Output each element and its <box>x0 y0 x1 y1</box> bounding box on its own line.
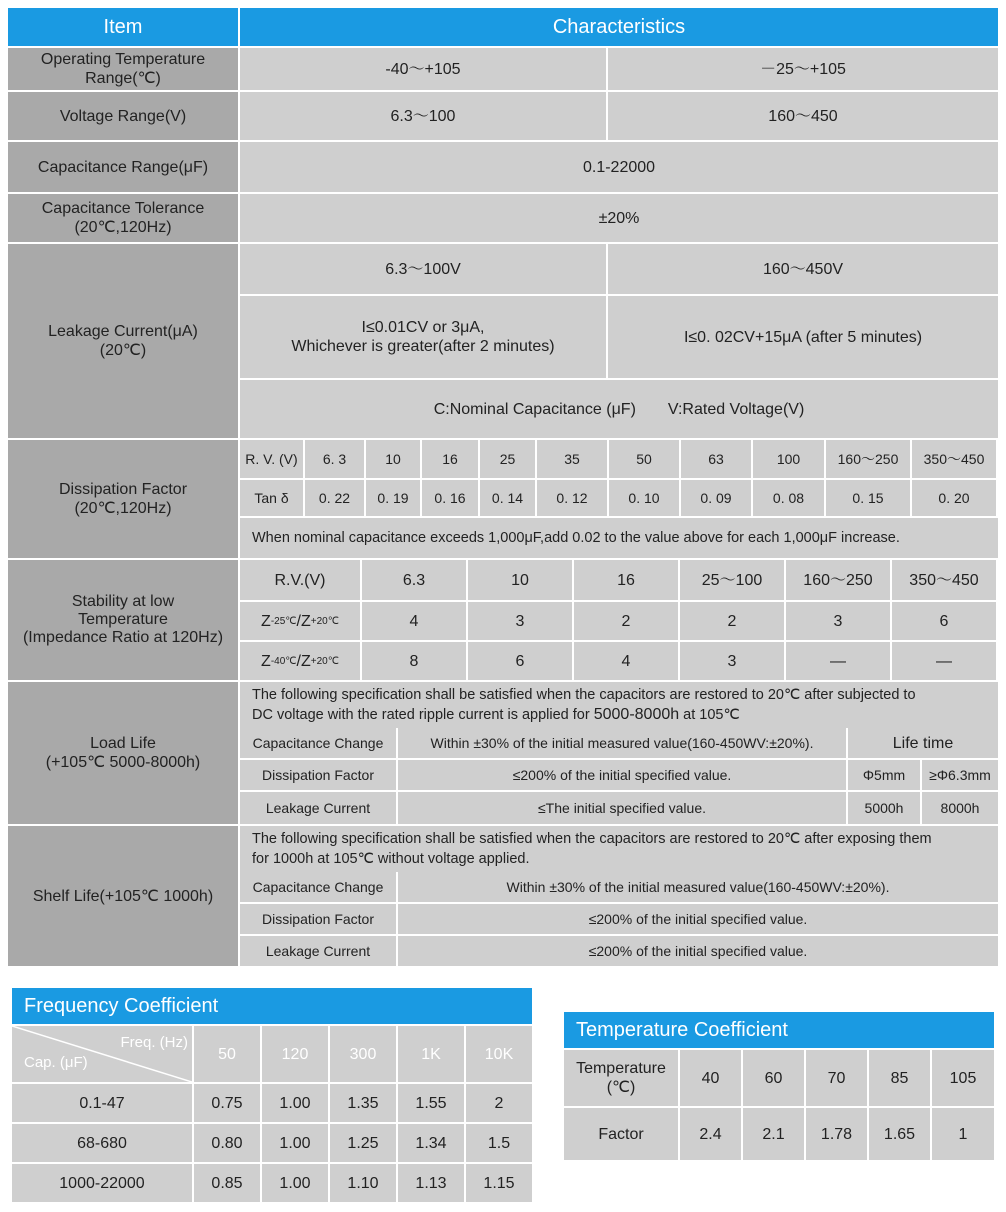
stability-rv-cell <box>468 560 572 600</box>
stability-row1-cell-text: 3 <box>833 612 843 630</box>
df-tan-cell-text: 0. 09 <box>700 489 732 506</box>
df-rv-cell-text: 63 <box>708 450 724 467</box>
temperature-value-cell-text: 70 <box>827 1069 846 1087</box>
frequency-value-cell-text: 2 <box>494 1094 504 1112</box>
stability-rv-cell-text: 6.3 <box>402 571 426 589</box>
df-tan-cell <box>422 480 478 516</box>
frequency-value-cell <box>466 1164 532 1202</box>
stability-low-temp-label: Stability at low Temperature (Impedance Ratio at 120Hz) <box>8 560 238 680</box>
frequency-value-cell <box>466 1124 532 1162</box>
frequency-value-cell-text: 1.10 <box>347 1174 379 1192</box>
frequency-header-cell-text: 120 <box>281 1045 309 1063</box>
df-rv-cell <box>537 440 607 478</box>
df-rv-label <box>240 440 303 478</box>
operating-temperature-label: Operating Temperature Range(℃) <box>8 48 238 90</box>
voltage-range-label: Voltage Range(V) <box>8 92 238 140</box>
stability-row1-cell-text: 2 <box>621 612 631 630</box>
frequency-cap-cell <box>12 1164 192 1202</box>
frequency-value-cell-text: 0.75 <box>211 1094 243 1112</box>
stability-row1-label-part: /Z <box>296 612 311 630</box>
life-time-header: Life time <box>848 728 998 758</box>
frequency-value-cell <box>262 1084 328 1122</box>
frequency-value-cell <box>398 1084 464 1122</box>
df-rv-cell-text: 50 <box>636 450 652 467</box>
frequency-value-cell <box>262 1164 328 1202</box>
frequency-value-cell <box>194 1124 260 1162</box>
stability-rv-cell <box>574 560 678 600</box>
life-time-hours-small: 5000h <box>848 792 920 824</box>
temperature-row-label: Temperature (℃) <box>564 1050 678 1106</box>
stability-row2-label-part: /Z <box>296 652 311 670</box>
df-rv-cell-text: 100 <box>776 450 801 467</box>
df-tan-label <box>240 480 303 516</box>
factor-value-cell <box>932 1108 994 1160</box>
stability-rv-label-text: R.V.(V) <box>274 571 326 589</box>
frequency-value-cell-text: 1.5 <box>487 1134 511 1152</box>
frequency-value-cell-text: 1.34 <box>415 1134 447 1152</box>
frequency-header-cell <box>330 1026 396 1082</box>
factor-value-cell-text: 1 <box>958 1125 968 1143</box>
operating-temperature-range-high-voltage: －25～+105 <box>608 48 998 90</box>
stability-rv-cell <box>680 560 784 600</box>
df-rv-cell <box>480 440 535 478</box>
df-rv-cell <box>609 440 679 478</box>
shelf-life-label: Shelf Life(+105℃ 1000h) <box>8 826 238 966</box>
stability-row2-cell <box>468 642 572 680</box>
frequency-value-cell <box>398 1124 464 1162</box>
capacitance-tolerance-label: Capacitance Tolerance (20℃,120Hz) <box>8 194 238 242</box>
stability-row1-label <box>240 602 360 640</box>
stability-row2-cell-text: — <box>830 652 846 670</box>
stability-row1-label-part: Z <box>261 612 271 630</box>
temperature-value-cell-text: 60 <box>764 1069 783 1087</box>
header-characteristics-label: Characteristics <box>552 15 686 38</box>
leakage-current-formula-high: I≤0. 02CV+15μA (after 5 minutes) <box>608 296 998 378</box>
df-rv-cell-text: 25 <box>499 450 516 467</box>
frequency-value-cell <box>330 1124 396 1162</box>
frequency-value-cell <box>194 1084 260 1122</box>
df-tan-cell-text: 0. 20 <box>938 489 970 506</box>
temperature-value-cell-text: 105 <box>949 1069 977 1087</box>
corner-cap-label: Cap. (μF) <box>24 1054 88 1071</box>
frequency-value-cell-text: 1.00 <box>279 1174 311 1192</box>
stability-row1-label-part: +20℃ <box>310 615 339 627</box>
factor-value-cell <box>680 1108 741 1160</box>
leakage-current-head-high: 160～450V <box>608 244 998 294</box>
df-tan-cell-text: 0. 14 <box>491 489 524 506</box>
df-tan-cell-text: 0. 10 <box>628 489 660 506</box>
stability-row1-cell <box>680 602 784 640</box>
stability-row1-cell-text: 4 <box>409 612 419 630</box>
temperature-value-cell-text: 40 <box>701 1069 720 1087</box>
stability-row2-label <box>240 642 360 680</box>
stability-row1-label-part: -25℃ <box>270 615 297 627</box>
frequency-header-cell-text: 50 <box>218 1045 236 1063</box>
frequency-cap-cell <box>12 1084 192 1122</box>
frequency-header-cell <box>466 1026 532 1082</box>
load-life-row-spec-2: ≤200% of the initial specified value. <box>398 760 846 790</box>
frequency-value-cell-text: 0.80 <box>211 1134 243 1152</box>
df-tan-cell-text: 0. 08 <box>772 489 805 506</box>
df-tan-cell <box>537 480 607 516</box>
frequency-cap-cell-text: 1000-22000 <box>59 1174 145 1192</box>
frequency-header-cell-text: 1K <box>421 1045 441 1063</box>
shelf-life-row-name-3: Leakage Current <box>240 936 396 966</box>
operating-temperature-range-low-voltage: -40～+105 <box>240 48 606 90</box>
stability-row2-cell <box>574 642 678 680</box>
frequency-value-cell <box>466 1084 532 1122</box>
frequency-value-cell-text: 1.35 <box>347 1094 379 1112</box>
stability-row2-cell-text: 8 <box>409 652 419 670</box>
stability-row1-cell <box>892 602 996 640</box>
life-time-hours-large: 8000h <box>922 792 998 824</box>
voltage-range-high: 160～450 <box>608 92 998 140</box>
temperature-value-cell <box>932 1050 994 1106</box>
frequency-value-cell <box>330 1084 396 1122</box>
leakage-current-head-low: 6.3～100V <box>240 244 606 294</box>
df-rv-cell-text: 35 <box>564 450 580 467</box>
df-tan-cell-text: 0. 22 <box>318 489 351 506</box>
stability-row2-cell-text: 3 <box>727 652 737 670</box>
frequency-header-cell <box>398 1026 464 1082</box>
stability-row1-cell <box>468 602 572 640</box>
df-rv-label-text: R. V. (V) <box>245 450 298 467</box>
capacitance-range-value: 0.1-22000 <box>240 142 998 192</box>
stability-row1-cell-text: 6 <box>939 612 949 630</box>
load-life-row-spec-1: Within ±30% of the initial measured value(160-450WV:±20%). <box>398 728 846 758</box>
stability-row2-label-part: Z <box>261 652 271 670</box>
stability-row1-cell-text: 3 <box>515 612 525 630</box>
factor-value-cell-text: 2.1 <box>762 1125 785 1143</box>
frequency-cap-cell-text: 0.1-47 <box>79 1094 125 1112</box>
factor-value-cell <box>869 1108 930 1160</box>
shelf-life-row-spec-3: ≤200% of the initial specified value. <box>398 936 998 966</box>
frequency-header-cell-text: 300 <box>349 1045 377 1063</box>
shelf-life-row-name-2: Dissipation Factor <box>240 904 396 934</box>
stability-rv-cell <box>786 560 890 600</box>
temperature-value-cell <box>680 1050 741 1106</box>
life-time-size-small: Φ5mm <box>848 760 920 790</box>
factor-value-cell <box>743 1108 804 1160</box>
stability-rv-cell-text: 25～100 <box>701 571 763 589</box>
stability-rv-label <box>240 560 360 600</box>
df-tan-cell <box>826 480 910 516</box>
df-tan-cell <box>609 480 679 516</box>
df-rv-cell-text: 6. 3 <box>322 450 347 467</box>
capacitance-range-label: Capacitance Range(μF) <box>8 142 238 192</box>
stability-rv-cell <box>362 560 466 600</box>
factor-value-cell-text: 2.4 <box>699 1125 722 1143</box>
leakage-current-note: C:Nominal Capacitance (μF) V:Rated Voltage(V) <box>240 380 998 438</box>
stability-row2-cell <box>892 642 996 680</box>
df-rv-cell-text: 350～450 <box>923 450 985 467</box>
frequency-header-cell-text: 10K <box>484 1045 514 1063</box>
df-rv-cell <box>366 440 420 478</box>
frequency-value-cell <box>262 1124 328 1162</box>
load-life-row-name-2: Dissipation Factor <box>240 760 396 790</box>
shelf-life-row-spec-1: Within ±30% of the initial measured value(160-450WV:±20%). <box>398 872 998 902</box>
shelf-life-intro: The following specification shall be satisfied when the capacitors are restored to 20℃ after exposing them for 1000h at 105℃ without voltage applied. <box>240 826 998 872</box>
df-rv-cell <box>912 440 996 478</box>
df-tan-cell <box>366 480 420 516</box>
temperature-coefficient-title: Temperature Coefficient <box>564 1012 994 1048</box>
stability-row2-cell <box>680 642 784 680</box>
df-rv-cell-text: 10 <box>385 450 401 467</box>
stability-rv-cell-text: 350～450 <box>909 571 979 589</box>
df-rv-cell-text: 160～250 <box>837 450 899 467</box>
df-tan-cell <box>681 480 751 516</box>
capacitance-tolerance-value: ±20% <box>240 194 998 242</box>
frequency-header-cell <box>262 1026 328 1082</box>
frequency-value-cell-text: 0.85 <box>211 1174 243 1192</box>
stability-row2-cell-text: 6 <box>515 652 525 670</box>
frequency-header-cell <box>194 1026 260 1082</box>
factor-value-cell-text: 1.65 <box>883 1125 916 1143</box>
frequency-value-cell-text: 1.00 <box>279 1094 311 1112</box>
stability-row1-cell <box>786 602 890 640</box>
dissipation-factor-label: Dissipation Factor (20℃,120Hz) <box>8 440 238 558</box>
leakage-current-label: Leakage Current(μA) (20℃) <box>8 244 238 438</box>
df-tan-cell-text: 0. 12 <box>556 489 588 506</box>
df-tan-cell <box>305 480 364 516</box>
leakage-current-formula-low: I≤0.01CV or 3μA, Whichever is greater(after 2 minutes) <box>240 296 606 378</box>
stability-row2-cell <box>786 642 890 680</box>
frequency-cap-cell-text: 68-680 <box>77 1134 127 1152</box>
header-characteristics <box>240 8 998 46</box>
shelf-life-row-spec-2: ≤200% of the initial specified value. <box>398 904 998 934</box>
stability-row2-label-part: +20℃ <box>310 655 339 667</box>
df-tan-cell <box>753 480 824 516</box>
voltage-range-low: 6.3～100 <box>240 92 606 140</box>
frequency-cap-cell <box>12 1124 192 1162</box>
corner-freq-label: Freq. (Hz) <box>120 1034 188 1051</box>
frequency-coefficient-title: Frequency Coefficient <box>12 988 532 1024</box>
temperature-value-cell-text: 85 <box>890 1069 909 1087</box>
df-rv-cell <box>305 440 364 478</box>
stability-rv-cell-text: 160～250 <box>803 571 873 589</box>
df-rv-cell-text: 16 <box>442 450 458 467</box>
dissipation-factor-note: When nominal capacitance exceeds 1,000μF,add 0.02 to the value above for each 1,000μF increase. <box>240 518 998 558</box>
frequency-value-cell <box>194 1164 260 1202</box>
frequency-value-cell <box>398 1164 464 1202</box>
temperature-value-cell <box>743 1050 804 1106</box>
stability-row1-cell <box>362 602 466 640</box>
stability-rv-cell-text: 10 <box>511 571 529 589</box>
df-tan-cell-text: 0. 15 <box>852 489 884 506</box>
frequency-value-cell-text: 1.15 <box>483 1174 515 1192</box>
stability-row1-cell <box>574 602 678 640</box>
frequency-value-cell <box>330 1164 396 1202</box>
stability-row1-cell-text: 2 <box>727 612 737 630</box>
stability-row2-cell <box>362 642 466 680</box>
factor-row-label: Factor <box>564 1108 678 1160</box>
factor-value-cell-text: 1.78 <box>820 1125 853 1143</box>
df-rv-cell <box>681 440 751 478</box>
df-tan-cell-text: 0. 16 <box>434 489 466 506</box>
load-life-row-name-3: Leakage Current <box>240 792 396 824</box>
df-tan-cell-text: 0. 19 <box>377 489 409 506</box>
frequency-value-cell-text: 1.25 <box>347 1134 379 1152</box>
df-tan-cell <box>480 480 535 516</box>
stability-row2-label-part: -40℃ <box>270 655 297 667</box>
factor-value-cell <box>806 1108 867 1160</box>
df-rv-cell <box>826 440 910 478</box>
stability-rv-cell <box>892 560 996 600</box>
shelf-life-row-name-1: Capacitance Change <box>240 872 396 902</box>
life-time-size-large: ≥Φ6.3mm <box>922 760 998 790</box>
frequency-value-cell-text: 1.00 <box>279 1134 311 1152</box>
frequency-corner-cell <box>12 1026 192 1082</box>
temperature-value-cell <box>806 1050 867 1106</box>
df-rv-cell <box>753 440 824 478</box>
temperature-value-cell <box>869 1050 930 1106</box>
df-tan-cell <box>912 480 996 516</box>
load-life-row-name-1: Capacitance Change <box>240 728 396 758</box>
df-tan-label-text: Tan δ <box>254 489 289 506</box>
frequency-value-cell-text: 1.55 <box>415 1094 447 1112</box>
frequency-value-cell-text: 1.13 <box>415 1174 447 1192</box>
df-rv-cell <box>422 440 478 478</box>
load-life-label: Load Life (+105℃ 5000-8000h) <box>8 682 238 824</box>
stability-row2-cell-text: 4 <box>621 652 631 670</box>
load-life-intro: The following specification shall be satisfied when the capacitors are restored to 20℃ after subjected to DC voltage with the rated ripple current is applied for 5000-8000h at 105℃ <box>240 682 998 728</box>
stability-rv-cell-text: 16 <box>617 571 635 589</box>
stability-row2-cell-text: — <box>936 652 952 670</box>
load-life-row-spec-3: ≤The initial specified value. <box>398 792 846 824</box>
header-item <box>8 8 238 46</box>
header-item-label: Item <box>103 15 143 38</box>
